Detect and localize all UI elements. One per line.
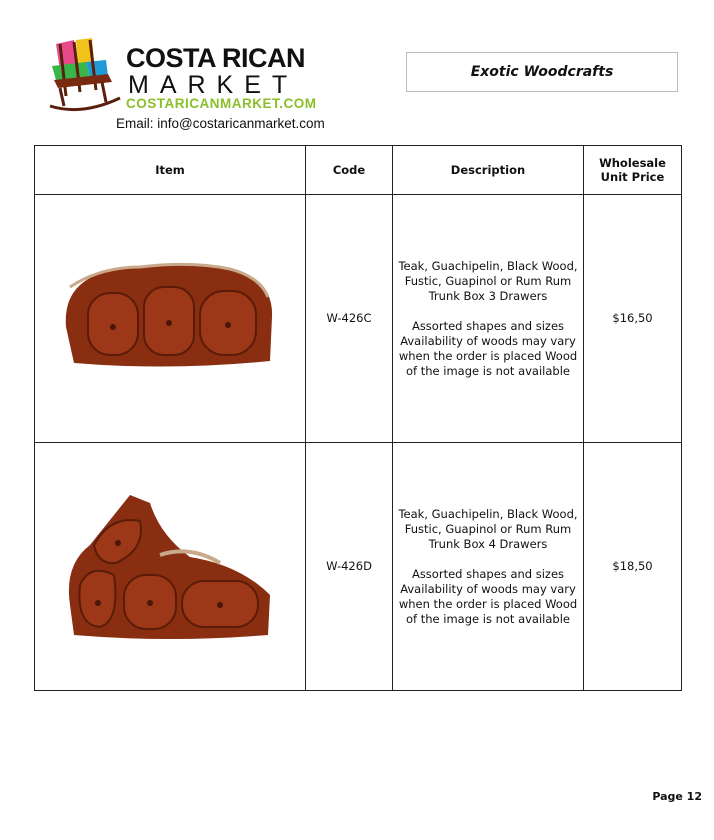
column-header-item: Item	[35, 146, 306, 195]
table-header-row	[35, 146, 682, 195]
description-notes: Assorted shapes and sizes Availability of woods may vary when the order is placed Wood of the image is not available	[398, 318, 578, 378]
product-price: $18,50	[584, 443, 682, 691]
product-description	[393, 443, 584, 691]
product-image-cell	[35, 443, 306, 691]
product-description	[393, 195, 584, 443]
logo-subtitle: MARKET	[128, 71, 299, 99]
column-header-code: Code	[306, 146, 393, 195]
product-table	[34, 145, 682, 691]
company-logo	[44, 34, 334, 134]
trunk-box-3-drawers-image	[60, 257, 280, 377]
product-code: W-426D	[306, 443, 393, 691]
contact-email[interactable]: Email: info@costaricanmarket.com	[116, 116, 325, 131]
description-main: Teak, Guachipelin, Black Wood, Fustic, Guapinol or Rum Rum Trunk Box 4 Drawers	[398, 506, 578, 551]
page-number: Page 12	[652, 790, 702, 803]
logo-website: COSTARICANMARKET.COM	[126, 96, 317, 111]
column-header-description: Description	[393, 146, 584, 195]
column-header-price: Wholesale Unit Price	[584, 146, 682, 195]
description-main: Teak, Guachipelin, Black Wood, Fustic, Guapinol or Rum Rum Trunk Box 3 Drawers	[398, 258, 578, 303]
table-row	[35, 195, 682, 443]
product-price: $16,50	[584, 195, 682, 443]
rocking-chair-logo-icon	[46, 36, 124, 112]
product-image-cell	[35, 195, 306, 443]
table-row	[35, 443, 682, 691]
trunk-box-4-drawers-image	[60, 485, 280, 645]
logo-title: COSTA RICAN	[126, 43, 305, 73]
description-notes: Assorted shapes and sizes Availability of woods may vary when the order is placed Wood of the image is not available	[398, 566, 578, 626]
section-title: Exotic Woodcrafts	[406, 52, 678, 92]
product-code: W-426C	[306, 195, 393, 443]
